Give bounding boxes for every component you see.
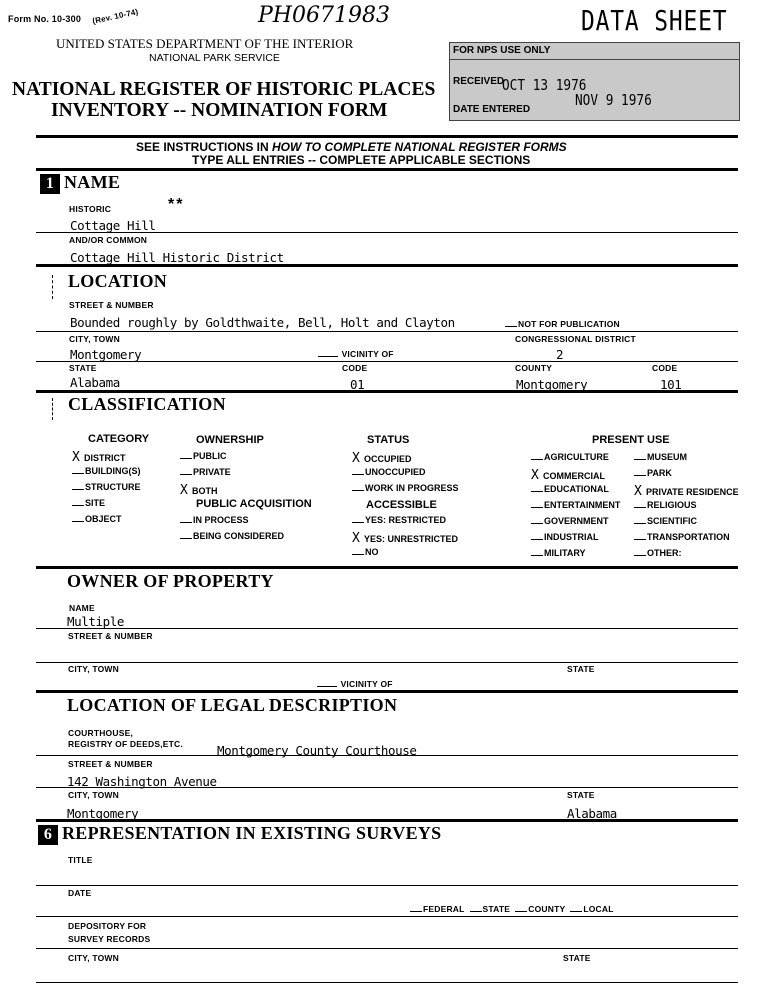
empty-check-blank [352,490,364,491]
checkbox-item[interactable] [634,484,739,499]
checkbox-item[interactable] [72,514,122,524]
checkbox-item[interactable] [180,451,227,461]
owner-vicinity-blank [317,686,337,687]
checkbox-item[interactable] [72,450,126,465]
county-value: Montgomery [516,377,588,392]
margin-mark-2 [52,398,53,420]
checkbox-label: GOVERNMENT [544,516,609,526]
data-sheet-stamp: DATA SHEET [581,4,728,37]
empty-check-blank [72,473,84,474]
checkbox-label: AGRICULTURE [544,452,609,462]
section-surveys-heading [38,823,442,845]
section-location-title: LOCATION [68,271,168,291]
empty-check-blank [531,491,543,492]
reference-number: PH0671983 [258,3,390,28]
county-code-value: 101 [660,377,682,392]
empty-check-blank [531,539,543,540]
checkbox-label: IN PROCESS [193,515,249,525]
checkbox-item[interactable] [634,516,697,526]
empty-check-blank [531,459,543,460]
checkbox-label: BEING CONSIDERED [193,531,285,541]
category-heading: CATEGORY [88,433,150,445]
local-option-label: LOCAL [583,904,614,914]
checkbox-item[interactable] [634,468,672,478]
not-for-publication-label: NOT FOR PUBLICATION [518,319,620,329]
owner-state-label: STATE [567,664,595,674]
empty-check-blank [72,489,84,490]
empty-check-blank [72,505,84,506]
status-heading: STATUS [367,434,410,446]
checkbox-label: ENTERTAINMENT [544,500,621,510]
legal-state-label: STATE [567,790,595,800]
empty-check-blank [531,507,543,508]
legal-city-value: Montgomery [67,806,139,821]
empty-check-blank [634,475,646,476]
checkbox-item[interactable] [531,548,586,558]
location-city-value: Montgomery [70,347,142,362]
margin-mark [52,275,53,299]
check-mark: X [180,483,188,498]
checkbox-item[interactable] [72,498,105,508]
federal-blank [410,911,422,912]
checkbox-item[interactable] [72,482,141,492]
form-title-line1: NATIONAL REGISTER OF HISTORIC PLACES [12,79,436,100]
form-revision: (Rev. 10-74) [91,7,140,26]
checkbox-item[interactable] [531,500,620,510]
state-blank [470,911,482,912]
checkbox-item[interactable] [531,484,609,494]
checkbox-label: STRUCTURE [85,482,141,492]
checkbox-label: BOTH [192,486,218,496]
checkbox-label: WORK IN PROGRESS [365,483,459,493]
local-blank [570,911,582,912]
checkbox-label: DISTRICT [84,453,126,463]
county-code-label: CODE [652,363,678,373]
checkbox-label: OTHER: [647,548,682,558]
location-city-label: CITY, TOWN [69,334,120,344]
historic-name-value: Cottage Hill [70,218,156,233]
empty-check-blank [634,523,646,524]
empty-check-blank [352,554,364,555]
legal-street-value: 142 Washington Avenue [67,774,217,789]
survey-state-label: STATE [563,953,591,963]
received-stamp: OCT 13 1976 [502,76,587,94]
congressional-district-label: CONGRESSIONAL DISTRICT [515,334,636,344]
legal-city-label: CITY, TOWN [68,790,119,800]
owner-vicinity-label: VICINITY OF [340,679,393,689]
location-street-label: STREET & NUMBER [69,300,154,310]
historic-mark: ** [168,196,185,213]
checkbox-label: PARK [647,468,672,478]
checkbox-label: SITE [85,498,106,508]
checkbox-label: UNOCCUPIED [365,467,426,477]
not-for-publication [505,319,620,329]
empty-check-blank [180,474,192,475]
checkbox-label: OCCUPIED [364,454,412,464]
instructions-line1 [136,140,567,154]
location-state-label: STATE [69,363,97,373]
section-number-6: 6 [38,825,58,845]
instructions-line2: TYPE ALL ENTRIES -- COMPLETE APPLICABLE SECTIONS [192,153,531,167]
checkbox-item[interactable] [180,515,249,525]
empty-check-blank [634,539,646,540]
section-surveys-title: REPRESENTATION IN EXISTING SURVEYS [62,823,442,843]
checkbox-item[interactable] [531,516,609,526]
checkbox-label: SCIENTIFIC [647,516,698,526]
registry-label: REGISTRY OF DEEDS,ETC. [68,739,183,749]
checkbox-item[interactable] [531,452,609,462]
checkbox-label: EDUCATIONAL [544,484,609,494]
checkbox-label: INDUSTRIAL [544,532,599,542]
checkbox-item[interactable] [634,500,697,510]
checkbox-item[interactable] [352,451,412,466]
common-name-label: AND/OR COMMON [69,235,148,245]
service-name: NATIONAL PARK SERVICE [149,52,280,64]
empty-check-blank [531,555,543,556]
checkbox-item[interactable] [352,467,426,477]
empty-check-blank [72,521,84,522]
section-name-heading [40,172,120,194]
empty-check-blank [634,507,646,508]
county-blank [515,911,527,912]
empty-check-blank [634,459,646,460]
state-code-value: 01 [350,377,365,392]
checkbox-label: RELIGIOUS [647,500,697,510]
section-name-title: NAME [64,172,121,192]
checkbox-label: TRANSPORTATION [647,532,730,542]
form-number: Form No. 10-300 [8,14,82,24]
checkbox-label: PUBLIC [193,451,227,461]
nps-use-box [449,42,740,121]
checkbox-label: MILITARY [544,548,586,558]
form-title-line2: INVENTORY -- NOMINATION FORM [51,100,388,121]
nps-use-label: FOR NPS USE ONLY [453,45,551,56]
present-use-heading: PRESENT USE [592,434,670,446]
vicinity-blank [318,356,338,357]
checkbox-item[interactable] [634,532,730,542]
common-name-value: Cottage Hill Historic District [70,250,284,265]
checkbox-item[interactable] [352,547,379,557]
owner-street-label: STREET & NUMBER [68,631,153,641]
survey-date-label: DATE [68,888,92,898]
checkbox-item[interactable] [531,532,599,542]
checkbox-item[interactable] [180,467,231,477]
courthouse-value: Montgomery County Courthouse [217,743,417,758]
checkbox-item[interactable] [180,483,218,498]
county-label: COUNTY [515,363,553,373]
check-mark: X [352,451,360,466]
checkbox-label: OBJECT [85,514,122,524]
courthouse-label: COURTHOUSE, [68,728,134,738]
location-state-value: Alabama [70,375,120,390]
checkbox-label: PRIVATE RESIDENCE [646,487,739,497]
checkbox-item[interactable] [634,548,682,558]
checkbox-item[interactable] [352,515,446,525]
checkbox-label: NO [365,547,379,557]
vicinity-label: VICINITY OF [341,349,394,359]
not-for-publication-blank [505,326,517,327]
historic-label: HISTORIC [69,204,112,214]
checkbox-item[interactable] [352,531,458,546]
checkbox-item[interactable] [634,452,687,462]
ownership-heading: OWNERSHIP [196,434,264,446]
empty-check-blank [180,522,192,523]
section-legal-title: LOCATION OF LEGAL DESCRIPTION [67,695,398,715]
accessible-heading: ACCESSIBLE [366,499,437,511]
owner-vicinity [317,679,393,689]
checkbox-label: PRIVATE [193,467,231,477]
checkbox-label: BUILDING(S) [85,466,141,476]
check-mark: X [531,468,539,483]
survey-level-options [410,904,614,914]
congressional-district-value: 2 [556,347,564,362]
check-mark: X [352,531,360,546]
survey-records-label: SURVEY RECORDS [68,934,151,944]
location-street-value: Bounded roughly by Goldthwaite, Bell, Holt and Clayton [70,315,455,330]
section-classification-title: CLASSIFICATION [68,394,226,414]
county-option-label: COUNTY [528,904,566,914]
date-entered-stamp: NOV 9 1976 [575,91,652,109]
empty-check-blank [180,458,192,459]
acquisition-heading: PUBLIC ACQUISITION [196,498,312,510]
state-code-label: CODE [342,363,368,373]
survey-city-label: CITY, TOWN [68,953,119,963]
location-vicinity [318,349,394,359]
survey-title-label: TITLE [68,855,93,865]
owner-name-value: Multiple [67,614,125,629]
checkbox-item[interactable] [531,468,605,483]
legal-state-value: Alabama [567,806,617,821]
section-number-1: 1 [40,174,60,194]
instructions-prefix: SEE INSTRUCTIONS IN [136,140,273,154]
checkbox-label: COMMERCIAL [543,471,605,481]
checkbox-label: MUSEUM [647,452,687,462]
checkbox-item[interactable] [352,483,459,493]
checkbox-item[interactable] [180,531,284,541]
empty-check-blank [634,555,646,556]
check-mark: X [634,484,642,499]
federal-label: FEDERAL [423,904,465,914]
owner-city-label: CITY, TOWN [68,664,119,674]
checkbox-label: YES: UNRESTRICTED [364,534,459,544]
owner-name-label: NAME [69,603,95,613]
empty-check-blank [531,523,543,524]
instructions-forms-title: HOW TO COMPLETE NATIONAL REGISTER FORMS [272,140,567,154]
empty-check-blank [352,522,364,523]
legal-street-label: STREET & NUMBER [68,759,153,769]
checkbox-label: YES: RESTRICTED [365,515,447,525]
empty-check-blank [180,538,192,539]
department-name: UNITED STATES DEPARTMENT OF THE INTERIOR [56,36,354,51]
section-owner-title: OWNER OF PROPERTY [67,571,274,591]
check-mark: X [72,450,80,465]
date-entered-label: DATE ENTERED [453,104,531,115]
empty-check-blank [352,474,364,475]
received-label: RECEIVED [453,76,505,87]
depository-label: DEPOSITORY FOR [68,921,147,931]
state-option-label: STATE [482,904,511,914]
checkbox-item[interactable] [72,466,141,476]
